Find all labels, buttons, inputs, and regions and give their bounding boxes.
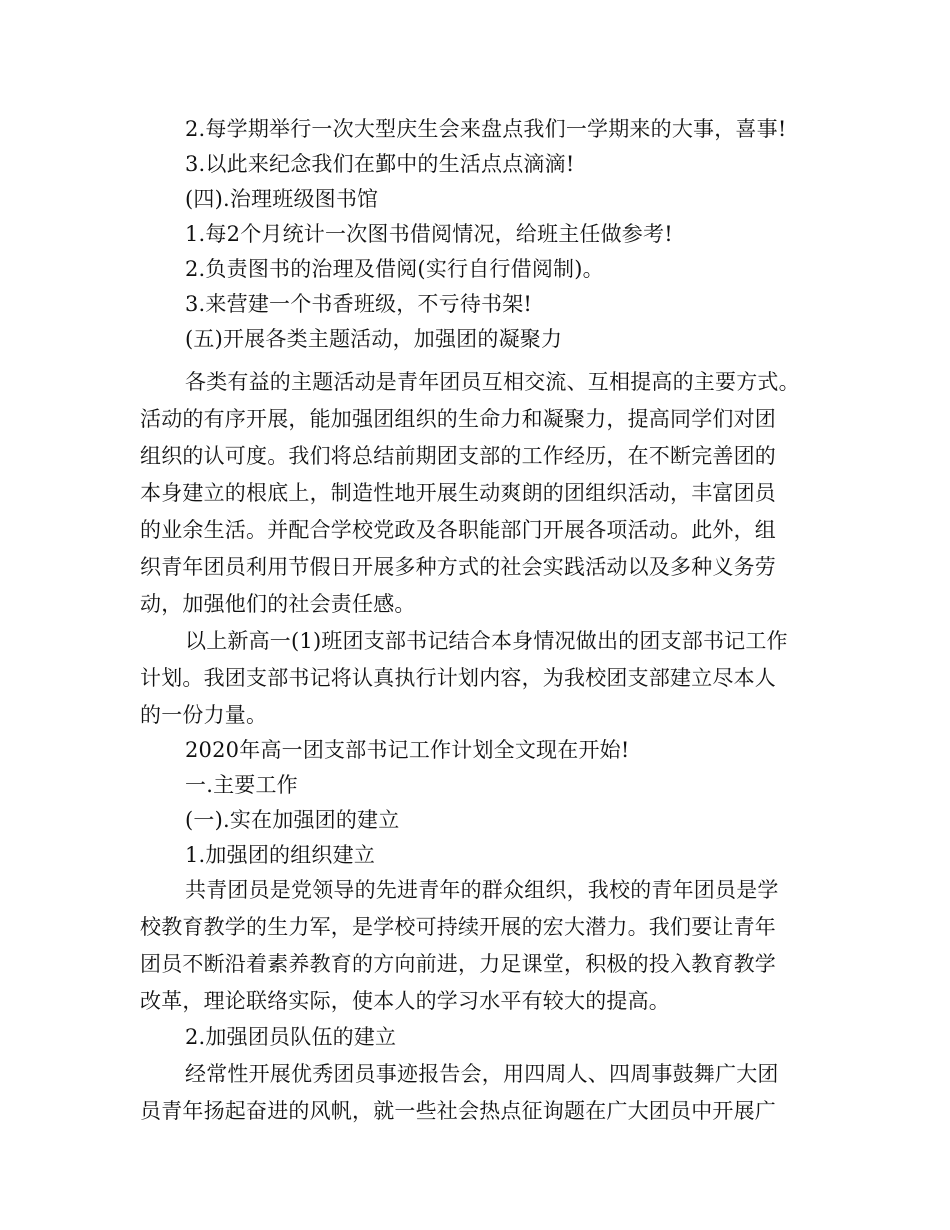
paragraph-line: 组织的认可度。我们将总结前期团支部的工作经历，在不断完善团的 [140,444,776,468]
paragraph-line: 计划。我团支部书记将认真执行计划内容，为我校团支部建立尽本人 [140,666,776,690]
section-heading: 一.主要工作 [185,773,298,797]
paragraph-line: 的业余生活。并配合学校党政及各职能部门开展各项活动。此外，组 [140,518,776,542]
paragraph-line: 校教育教学的生力军，是学校可持续开展的宏大潜力。我们要让青年 [140,915,776,939]
paragraph-line: 织青年团员利用节假日开展多种方式的社会实践活动以及多种义务劳 [140,555,776,579]
paragraph-line: 的一份力量。 [140,703,268,727]
section-heading: 1.加强团的组织建立 [185,843,376,867]
paragraph-line: 以上新高一(1)班团支部书记结合本身情况做出的团支部书记工作 [185,629,788,653]
section-heading: (五)开展各类主题活动，加强团的凝聚力 [185,327,563,351]
text-line: 3.以此来纪念我们在鄞中的生活点点滴滴! [185,152,575,176]
paragraph-line: 活动的有序开展，能加强团组织的生命力和凝聚力，提高同学们对团 [140,407,776,431]
section-heading: 2.加强团员队伍的建立 [185,1025,397,1049]
paragraph-line: 动，加强他们的社会责任感。 [140,592,416,616]
text-line: 2.负责图书的治理及借阅(实行自行借阅制)。 [185,257,604,281]
paragraph-line: 经常性开展优秀团员事迹报告会，用四周人、四周事鼓舞广大团 [185,1062,779,1086]
paragraph-line: 本身建立的根底上，制造性地开展生动爽朗的团组织活动，丰富团员 [140,481,776,505]
paragraph-line: 团员不断沿着素养教育的方向前进，力足课堂，积极的投入教育教学 [140,952,776,976]
text-line: 2.每学期举行一次大型庆生会来盘点我们一学期来的大事，喜事! [185,117,787,141]
text-line: 3.来营建一个书香班级，不亏待书架! [185,292,533,316]
paragraph-line: 共青团员是党领导的先进青年的群众组织，我校的青年团员是学 [185,878,779,902]
section-heading: (四).治理班级图书馆 [185,187,379,211]
section-heading: (一).实在加强团的建立 [185,808,400,832]
paragraph-line: 各类有益的主题活动是青年团员互相交流、互相提高的主要方式。 [185,370,800,394]
paragraph-line: 员青年扬起奋进的风帆，就一些社会热点征询题在广大团员中开展广 [140,1099,776,1123]
text-line: 2020年高一团支部书记工作计划全文现在开始! [185,738,630,762]
paragraph-line: 改革，理论联络实际，使本人的学习水平有较大的提高。 [140,989,670,1013]
text-line: 1.每2个月统计一次图书借阅情况，给班主任做参考! [185,222,673,246]
